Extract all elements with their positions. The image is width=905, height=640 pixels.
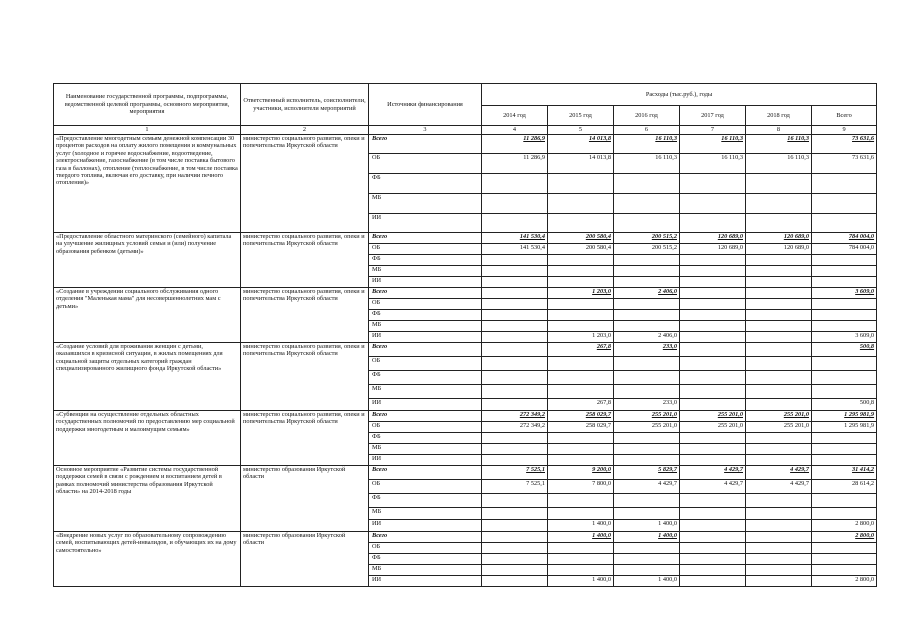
source-mb: МБ [369,385,482,399]
amount-cell [614,174,680,194]
amount-cell [680,532,746,543]
source-total: Всего [369,411,482,422]
amount-cell [746,299,812,310]
amount-cell [746,371,812,385]
amount-cell [680,433,746,444]
header-year-2015: 2015 год [548,106,614,126]
amount-cell [548,299,614,310]
amount-cell [746,543,812,554]
amount-cell: 200 515,2 [614,233,680,244]
amount-cell [746,433,812,444]
amount-cell [482,371,548,385]
source-fb: ФБ [369,554,482,565]
total-cell: 784 004,0 [812,233,877,244]
amount-cell: 120 689,0 [680,233,746,244]
source-ob: ОБ [369,357,482,371]
amount-cell [680,288,746,299]
activity-name: «Предоставление многодетным семьям денежной компенсации 30 процентов расходов на оплату жилого помещения и коммунальных услуг (холодное и горячее водоснабжение, водоотведение, электроснабжение, газоснабжение (в том числе поставка бытового газа в баллонах), отопление (теплоснабжение, в том числе поставка твердого топлива, включая его доставку, при наличии печного отопления)» [54,135,241,233]
amount-cell: 200 580,4 [548,244,614,255]
activity-name: «Создание в учреждении социального обслуживания одного отделения "Маленькая мама" для несовершеннолетних мам с детьми» [54,288,241,343]
source-ob: ОБ [369,244,482,255]
source-mb: МБ [369,565,482,576]
source-ob: ОБ [369,422,482,433]
total-cell [812,194,877,214]
column-number: 2 [241,126,369,135]
amount-cell [548,310,614,321]
amount-cell [746,321,812,332]
total-cell: 28 614,2 [812,480,877,494]
amount-cell [482,543,548,554]
total-cell [812,371,877,385]
amount-cell: 255 201,0 [746,422,812,433]
amount-cell: 120 689,0 [746,244,812,255]
column-number: 5 [548,126,614,135]
source-fb: ФБ [369,310,482,321]
amount-cell: 233,0 [614,343,680,357]
amount-cell [482,576,548,587]
header-executor: Ответственный исполнитель, соисполнители, участники, исполнители мероприятий [241,84,369,126]
amount-cell: 1 400,0 [614,576,680,587]
table-row [54,288,877,299]
amount-cell [614,255,680,266]
amount-cell [680,494,746,508]
amount-cell [482,532,548,543]
header-source: Источники финансирования [369,84,482,126]
column-number: 4 [482,126,548,135]
amount-cell [614,371,680,385]
executor-name: министерство образования Иркутской области [241,466,369,532]
amount-cell: 9 200,0 [548,466,614,480]
amount-cell [746,357,812,371]
amount-cell [482,385,548,399]
amount-cell: 141 530,4 [482,244,548,255]
total-cell: 2 800,0 [812,532,877,543]
source-ii: ИИ [369,520,482,532]
amount-cell [548,321,614,332]
amount-cell: 4 429,7 [680,480,746,494]
amount-cell: 4 429,7 [746,480,812,494]
amount-cell [680,255,746,266]
amount-cell: 11 286,9 [482,154,548,174]
amount-cell: 16 110,3 [680,135,746,154]
source-fb: ФБ [369,494,482,508]
header-year-2017: 2017 год [680,106,746,126]
amount-cell [746,576,812,587]
amount-cell [548,508,614,520]
executor-name: министерство социального развития, опеки и попечительства Иркутской области [241,343,369,411]
amount-cell [680,385,746,399]
executor-name: министерство социального развития, опеки и попечительства Иркутской области [241,288,369,343]
amount-cell: 7 525,1 [482,480,548,494]
amount-cell [614,554,680,565]
amount-cell: 4 429,7 [680,466,746,480]
amount-cell [614,310,680,321]
amount-cell [482,554,548,565]
total-cell [812,357,877,371]
total-cell: 500,8 [812,399,877,411]
amount-cell [548,194,614,214]
source-fb: ФБ [369,174,482,194]
amount-cell [614,277,680,288]
amount-cell [482,444,548,455]
amount-cell [746,310,812,321]
source-fb: ФБ [369,433,482,444]
amount-cell [746,532,812,543]
total-cell [812,299,877,310]
amount-cell [482,321,548,332]
amount-cell [746,288,812,299]
amount-cell: 267,8 [548,343,614,357]
amount-cell: 1 400,0 [548,532,614,543]
amount-cell [482,255,548,266]
table-row [54,135,877,154]
amount-cell [482,288,548,299]
amount-cell: 267,8 [548,399,614,411]
amount-cell [548,444,614,455]
amount-cell: 120 689,0 [746,233,812,244]
activity-name: Основное мероприятие «Развитие системы государственной поддержки семей в связи с рождением и воспитанием детей в рамках полномочий министерства образования Иркутской области» на 2014-2018 годы [54,466,241,532]
amount-cell [680,444,746,455]
amount-cell [680,508,746,520]
activity-name: «Субвенции на осуществление отдельных областных государственных полномочий по предоставлению мер социальной поддержки многодетным и малоимущим семьям» [54,411,241,466]
source-ob: ОБ [369,543,482,554]
amount-cell: 7 800,0 [548,480,614,494]
activity-name: «Создание условий для проживания женщин с детьми, оказавшихся в кризисной ситуации, в жилых помещениях для социальной защиты отдельных категорий граждан специализированного жилищного фонда Иркутской области» [54,343,241,411]
amount-cell [614,433,680,444]
amount-cell [746,508,812,520]
amount-cell: 255 201,0 [680,411,746,422]
amount-cell: 1 203,0 [548,332,614,343]
amount-cell: 14 013,8 [548,154,614,174]
activity-name: «Внедрение новых услуг по образовательному сопровождению семей, воспитывающих детей-инвалидов, и обучающих их на дому самостоятельно» [54,532,241,587]
amount-cell [614,299,680,310]
amount-cell [548,554,614,565]
amount-cell [482,455,548,466]
total-cell [812,174,877,194]
total-cell: 1 295 981,9 [812,422,877,433]
expenses-table [53,83,877,587]
amount-cell [482,357,548,371]
source-total: Всего [369,233,482,244]
amount-cell: 4 429,7 [746,466,812,480]
amount-cell [746,266,812,277]
source-mb: МБ [369,444,482,455]
amount-cell [548,385,614,399]
amount-cell: 16 110,3 [746,135,812,154]
amount-cell [614,508,680,520]
source-ii: ИИ [369,332,482,343]
header-year-2016: 2016 год [614,106,680,126]
amount-cell [548,174,614,194]
amount-cell: 16 110,3 [614,135,680,154]
amount-cell: 258 029,7 [548,411,614,422]
total-cell [812,554,877,565]
amount-cell [680,399,746,411]
total-cell: 3 609,0 [812,288,877,299]
header-year-2014: 2014 год [482,106,548,126]
amount-cell [680,554,746,565]
amount-cell: 16 110,3 [614,154,680,174]
source-mb: МБ [369,194,482,214]
amount-cell [482,310,548,321]
amount-cell [614,194,680,214]
total-cell: 73 631,6 [812,135,877,154]
amount-cell [614,266,680,277]
amount-cell [680,321,746,332]
amount-cell [746,520,812,532]
column-number: 1 [54,126,241,135]
amount-cell: 255 201,0 [614,411,680,422]
table-row [54,466,877,480]
total-cell [812,543,877,554]
amount-cell [482,174,548,194]
total-cell: 31 414,2 [812,466,877,480]
amount-cell [614,494,680,508]
total-cell [812,266,877,277]
total-cell [812,310,877,321]
source-mb: МБ [369,321,482,332]
amount-cell [482,508,548,520]
total-cell [812,455,877,466]
amount-cell [614,357,680,371]
total-cell [812,508,877,520]
executor-name: министерство социального развития, опеки и попечительства Иркутской области [241,135,369,233]
total-cell [812,444,877,455]
amount-cell: 200 515,2 [614,244,680,255]
amount-cell: 2 406,0 [614,288,680,299]
amount-cell [680,266,746,277]
amount-cell [548,255,614,266]
amount-cell [746,554,812,565]
amount-cell [482,299,548,310]
total-cell [812,255,877,266]
amount-cell [548,543,614,554]
amount-cell [680,343,746,357]
source-mb: МБ [369,508,482,520]
column-number: 7 [680,126,746,135]
amount-cell [482,399,548,411]
amount-cell: 255 201,0 [614,422,680,433]
amount-cell: 258 029,7 [548,422,614,433]
amount-cell [614,543,680,554]
total-cell [812,321,877,332]
amount-cell [680,277,746,288]
source-total: Всего [369,135,482,154]
amount-cell [482,494,548,508]
amount-cell: 200 580,4 [548,233,614,244]
source-ob: ОБ [369,480,482,494]
amount-cell: 4 429,7 [614,480,680,494]
source-ob: ОБ [369,299,482,310]
amount-cell: 5 829,7 [614,466,680,480]
amount-cell [482,343,548,357]
amount-cell [746,565,812,576]
amount-cell [548,277,614,288]
amount-cell [614,321,680,332]
source-ii: ИИ [369,277,482,288]
column-number: 9 [812,126,877,135]
table-row [54,532,877,543]
amount-cell [680,174,746,194]
total-cell [812,565,877,576]
amount-cell [680,576,746,587]
amount-cell: 141 530,4 [482,233,548,244]
amount-cell: 272 349,2 [482,411,548,422]
amount-cell [680,371,746,385]
column-number: 8 [746,126,812,135]
amount-cell [614,455,680,466]
amount-cell [482,277,548,288]
amount-cell [746,455,812,466]
executor-name: министерство социального развития, опеки и попечительства Иркутской области [241,233,369,288]
amount-cell [482,214,548,233]
amount-cell [548,214,614,233]
executor-name: министерство образования Иркутской области [241,532,369,587]
amount-cell: 2 406,0 [614,332,680,343]
amount-cell [746,385,812,399]
amount-cell [680,543,746,554]
source-ii: ИИ [369,576,482,587]
amount-cell: 255 201,0 [680,422,746,433]
amount-cell [548,357,614,371]
amount-cell [614,385,680,399]
amount-cell: 11 286,9 [482,135,548,154]
source-total: Всего [369,466,482,480]
total-cell: 3 609,0 [812,332,877,343]
amount-cell [548,433,614,444]
amount-cell: 16 110,3 [746,154,812,174]
budget-table-page [53,83,876,587]
source-ii: ИИ [369,214,482,233]
amount-cell [746,332,812,343]
activity-name: «Предоставление областного материнского (семейного) капитала на улучшение жилищных условий семьи и (или) получение образования ребенком (детьми)» [54,233,241,288]
amount-cell [548,266,614,277]
amount-cell: 1 203,0 [548,288,614,299]
amount-cell [680,565,746,576]
total-cell: 500,8 [812,343,877,357]
total-cell [812,277,877,288]
amount-cell: 272 349,2 [482,422,548,433]
header-year-2018: 2018 год [746,106,812,126]
total-cell [812,433,877,444]
amount-cell: 1 400,0 [614,520,680,532]
table-row [54,343,877,357]
source-mb: МБ [369,266,482,277]
amount-cell [746,343,812,357]
amount-cell [746,494,812,508]
source-total: Всего [369,532,482,543]
source-ii: ИИ [369,399,482,411]
amount-cell: 1 400,0 [614,532,680,543]
amount-cell [548,565,614,576]
total-cell: 2 800,0 [812,520,877,532]
amount-cell [680,332,746,343]
header-expenses: Расходы (тыс.руб.), годы [482,84,877,106]
amount-cell [482,520,548,532]
amount-cell [548,455,614,466]
table-row [54,411,877,422]
amount-cell [680,310,746,321]
amount-cell [614,444,680,455]
source-total: Всего [369,343,482,357]
source-fb: ФБ [369,371,482,385]
total-cell [812,385,877,399]
amount-cell: 255 201,0 [746,411,812,422]
total-cell [812,214,877,233]
amount-cell: 16 110,3 [680,154,746,174]
amount-cell [746,214,812,233]
amount-cell [680,214,746,233]
amount-cell [482,332,548,343]
amount-cell [746,194,812,214]
amount-cell: 120 689,0 [680,244,746,255]
amount-cell [614,565,680,576]
amount-cell [680,455,746,466]
amount-cell [482,266,548,277]
amount-cell [482,433,548,444]
source-total: Всего [369,288,482,299]
amount-cell [746,399,812,411]
amount-cell [680,299,746,310]
amount-cell: 14 013,8 [548,135,614,154]
total-cell [812,494,877,508]
header-name: Наименование государственной программы, подпрограммы, ведомственной целевой программы, основного мероприятия, мероприятия [54,84,241,126]
total-cell: 1 295 981,9 [812,411,877,422]
amount-cell [614,214,680,233]
table-row [54,233,877,244]
header-total: Всего [812,106,877,126]
column-number: 6 [614,126,680,135]
amount-cell [746,444,812,455]
amount-cell: 7 525,1 [482,466,548,480]
amount-cell: 233,0 [614,399,680,411]
amount-cell: 1 400,0 [548,576,614,587]
source-ii: ИИ [369,455,482,466]
amount-cell [680,194,746,214]
executor-name: министерство социального развития, опеки и попечительства Иркутской области [241,411,369,466]
column-number: 3 [369,126,482,135]
total-cell: 73 631,6 [812,154,877,174]
amount-cell [680,357,746,371]
amount-cell [746,255,812,266]
amount-cell [746,174,812,194]
amount-cell [482,565,548,576]
total-cell: 784 004,0 [812,244,877,255]
source-fb: ФБ [369,255,482,266]
total-cell: 2 800,0 [812,576,877,587]
amount-cell [548,371,614,385]
amount-cell [548,494,614,508]
column-number-row [54,126,877,135]
amount-cell [746,277,812,288]
amount-cell [680,520,746,532]
amount-cell: 1 400,0 [548,520,614,532]
amount-cell [482,194,548,214]
source-ob: ОБ [369,154,482,174]
